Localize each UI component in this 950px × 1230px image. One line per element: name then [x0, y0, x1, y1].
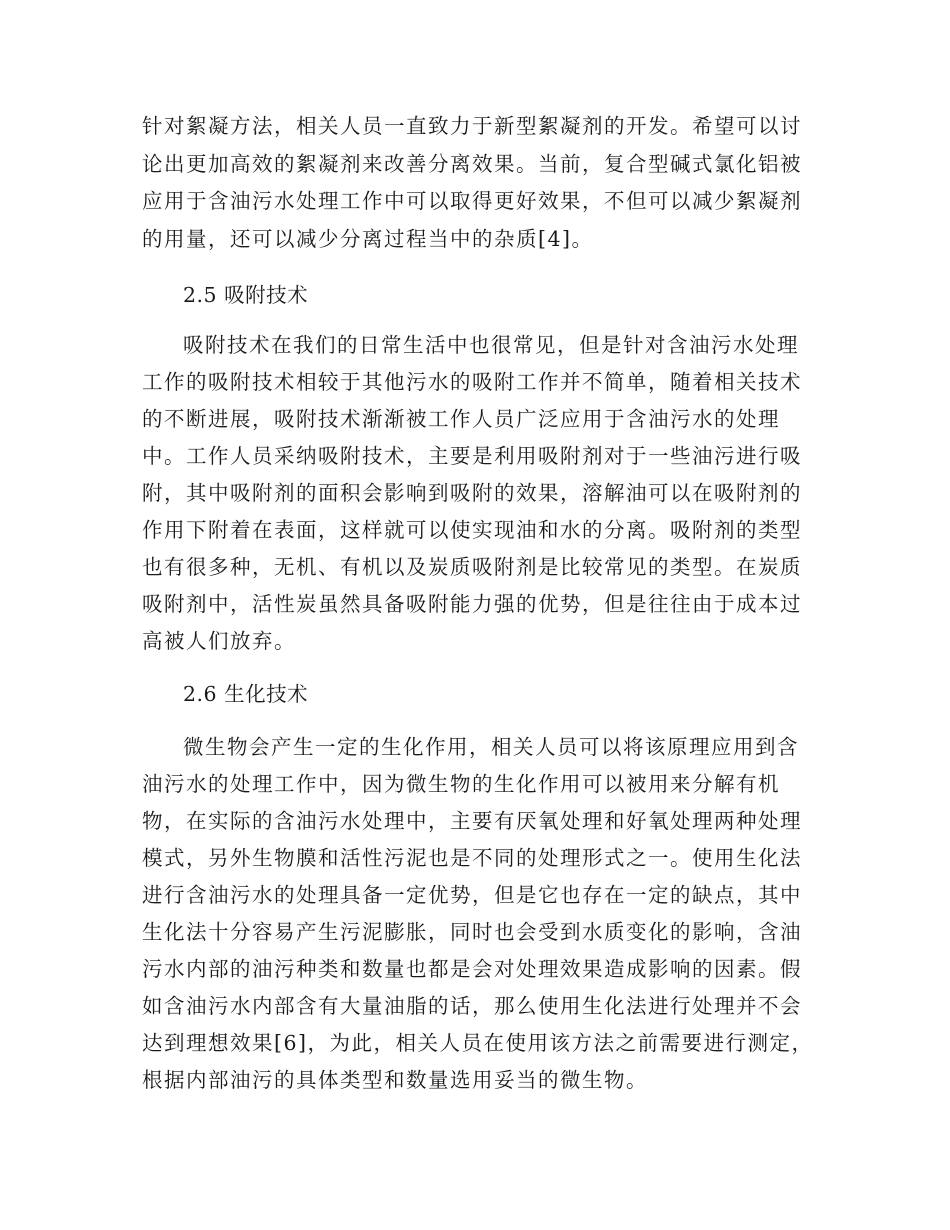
paragraph-line: 的不断进展，吸附技术渐渐被工作人员广泛应用于含油污水的处理 [142, 407, 780, 431]
section-heading: 2.6 生化技术 [183, 682, 309, 706]
paragraph-line: 吸附技术在我们的日常生活中也很常见，但是针对含油污水处理 [183, 333, 799, 357]
paragraph-line: 吸附剂中，活性炭虽然具备吸附能力强的优势，但是往往由于成本过 [142, 592, 802, 616]
paragraph-line: 应用于含油污水处理工作中可以取得更好效果，不但可以减少絮凝剂 [142, 189, 802, 213]
paragraph-line: 如含油污水内部含有大量油脂的话，那么使用生化法进行处理并不会 [142, 994, 802, 1018]
paragraph-line: 高被人们放弃。 [142, 629, 296, 653]
paragraph-line: 附，其中吸附剂的面积会影响到吸附的效果，溶解油可以在吸附剂的 [142, 481, 802, 505]
paragraph-line: 微生物会产生一定的生化作用，相关人员可以将该原理应用到含 [183, 735, 799, 759]
paragraph-line: 生化法十分容易产生污泥膨胀，同时也会受到水质变化的影响，含油 [142, 920, 802, 944]
paragraph-line: 达到理想效果[6]，为此，相关人员在使用该方法之前需要进行测定， [142, 1031, 814, 1055]
paragraph-line: 物，在实际的含油污水处理中，主要有厌氧处理和好氧处理两种处理 [142, 809, 802, 833]
paragraph-line: 作用下附着在表面，这样就可以使实现油和水的分离。吸附剂的类型 [142, 518, 802, 542]
paragraph-line: 针对絮凝方法，相关人员一直致力于新型絮凝剂的开发。希望可以讨 [142, 114, 802, 138]
paragraph-line: 模式，另外生物膜和活性污泥也是不同的处理形式之一。使用生化法 [142, 846, 802, 870]
paragraph-line: 论出更加高效的絮凝剂来改善分离效果。当前，复合型碱式氯化铝被 [142, 152, 802, 176]
paragraph-line: 根据内部油污的具体类型和数量选用妥当的微生物。 [142, 1068, 648, 1092]
paragraph-line: 中。工作人员采纳吸附技术，主要是利用吸附剂对于一些油污进行吸 [142, 444, 802, 468]
paragraph-line: 工作的吸附技术相较于其他污水的吸附工作并不简单，随着相关技术 [142, 370, 802, 394]
paragraph-line: 也有很多种，无机、有机以及炭质吸附剂是比较常见的类型。在炭质 [142, 555, 802, 579]
paragraph-line: 污水内部的油污种类和数量也都是会对处理效果造成影响的因素。假 [142, 957, 802, 981]
paragraph-line: 进行含油污水的处理具备一定优势，但是它也存在一定的缺点，其中 [142, 883, 802, 907]
paragraph-line: 的用量，还可以减少分离过程当中的杂质[4]。 [142, 227, 594, 251]
paragraph-line: 油污水的处理工作中，因为微生物的生化作用可以被用来分解有机 [142, 772, 780, 796]
section-heading: 2.5 吸附技术 [183, 283, 309, 307]
